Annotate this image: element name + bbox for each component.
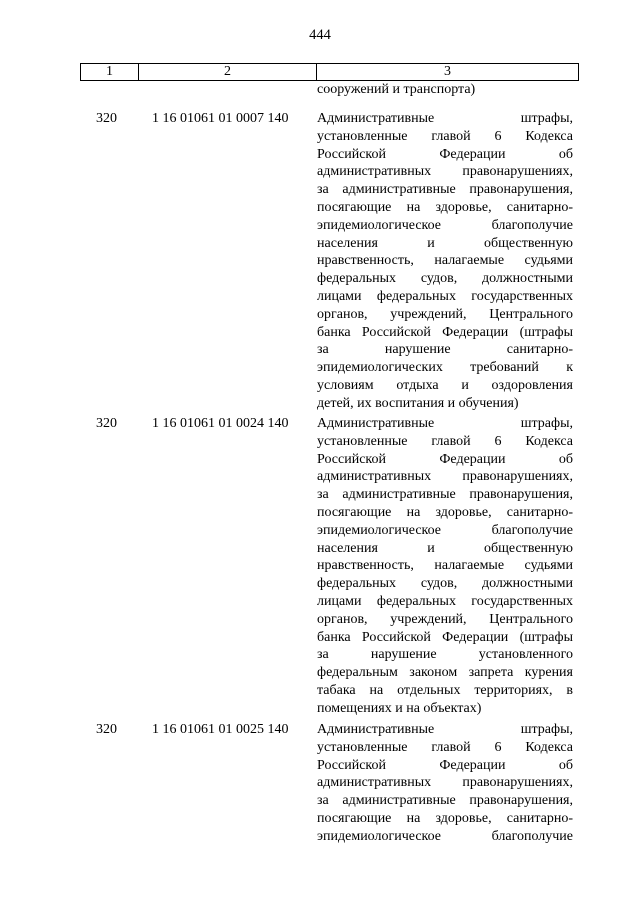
description-line: федеральных судов, должностными <box>317 576 573 592</box>
description-line: эпидемиологическое благополучие <box>317 828 573 844</box>
description-line: эпидемиологическое благополучие <box>317 217 573 233</box>
description-line: эпидемиологическое благополучие <box>317 522 573 538</box>
description-line: административных правонарушениях, <box>317 164 573 180</box>
description-line: нравственность, налагаемые судьями <box>317 253 573 269</box>
description-line: Российской Федерации об <box>317 757 573 773</box>
description-line: помещениях и на объектах) <box>317 700 482 716</box>
description-line: Административные штрафы, <box>317 111 573 126</box>
admin-code: 320 <box>96 111 117 126</box>
description-line: за административные правонарушения, <box>317 487 573 503</box>
budget-code: 1 16 01061 01 0007 140 <box>152 111 289 126</box>
description-line: органов, учреждений, Центрального <box>317 306 573 322</box>
description-line: установленные главой 6 Кодекса <box>317 128 573 144</box>
description-line: федеральных судов, должностными <box>317 271 573 287</box>
description-line: за нарушение санитарно- <box>317 342 573 358</box>
income-description <box>317 110 573 413</box>
description-line: Административные штрафы, <box>317 416 573 431</box>
description-line: Российской Федерации об <box>317 146 573 162</box>
description-line: посягающие на здоровье, санитарно- <box>317 810 573 826</box>
description-line: административных правонарушениях, <box>317 775 573 791</box>
income-description <box>317 415 573 718</box>
description-line: Административные штрафы, <box>317 722 573 737</box>
admin-code: 320 <box>96 722 117 737</box>
budget-code: 1 16 01061 01 0025 140 <box>152 722 289 737</box>
description-line: банка Российской Федерации (штрафы <box>317 629 573 645</box>
table-header <box>80 63 579 81</box>
description-line: посягающие на здоровье, санитарно- <box>317 504 573 520</box>
description-line: условиям отдыха и оздоровления <box>317 377 573 393</box>
description-line: лицами федеральных государственных <box>317 288 573 304</box>
description-line: органов, учреждений, Центрального <box>317 611 573 627</box>
description-line: населения и общественную <box>317 235 573 251</box>
header-col-3: 3 <box>316 64 578 80</box>
description-line: установленные главой 6 Кодекса <box>317 433 573 449</box>
description-line: административных правонарушениях, <box>317 469 573 485</box>
description-line: нравственность, налагаемые судьями <box>317 558 573 574</box>
continuation-text: сооружений и транспорта) <box>317 82 476 97</box>
description-line: эпидемиологических требований к <box>317 360 573 376</box>
header-col-2: 2 <box>138 64 316 80</box>
page-number: 444 <box>309 27 331 43</box>
income-description <box>317 721 573 846</box>
description-line: детей, их воспитания и обучения) <box>317 395 519 411</box>
description-line: федеральным законом запрета курения <box>317 665 573 681</box>
description-line: установленные главой 6 Кодекса <box>317 739 573 755</box>
description-line: Российской Федерации об <box>317 451 573 467</box>
description-line: за нарушение установленного <box>317 647 573 663</box>
budget-code: 1 16 01061 01 0024 140 <box>152 416 289 431</box>
description-line: за административные правонарушения, <box>317 182 573 198</box>
header-col-1: 1 <box>106 64 113 79</box>
admin-code: 320 <box>96 416 117 431</box>
description-line: лицами федеральных государственных <box>317 593 573 609</box>
description-line: посягающие на здоровье, санитарно- <box>317 199 573 215</box>
description-line: табака на отдельных территориях, в <box>317 682 573 698</box>
description-line: населения и общественную <box>317 540 573 556</box>
description-line: банка Российской Федерации (штрафы <box>317 324 573 340</box>
description-line: за административные правонарушения, <box>317 793 573 809</box>
